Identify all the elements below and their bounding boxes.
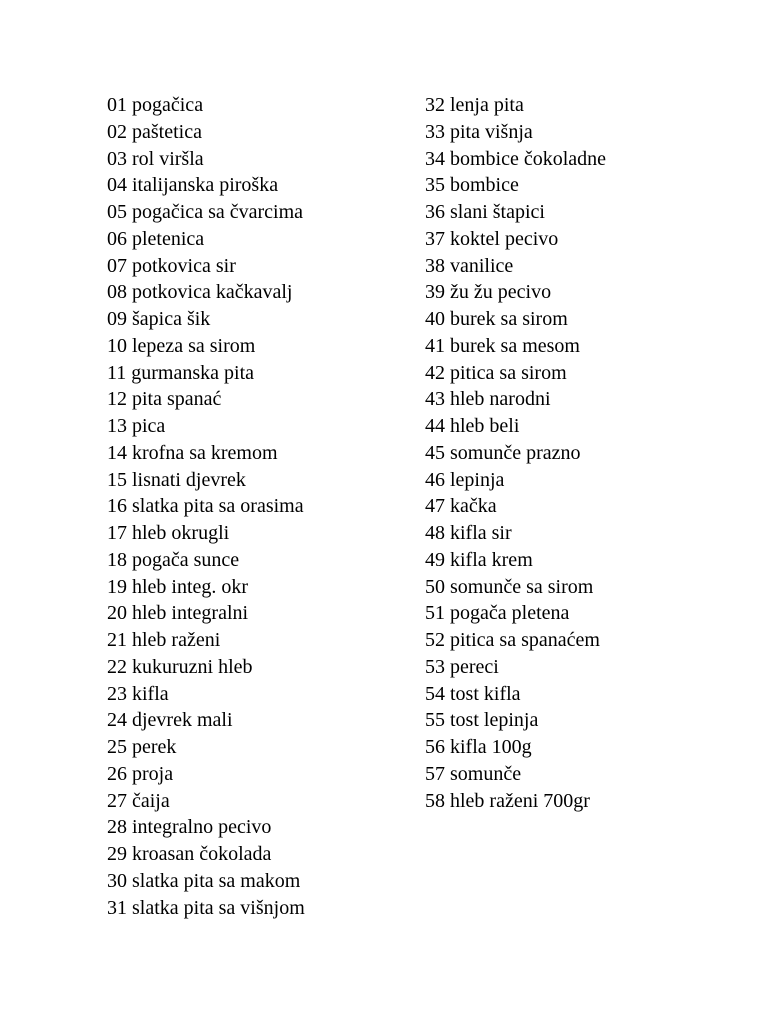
left-column-list	[107, 92, 305, 921]
list-item: 36 slani štapici	[425, 201, 545, 223]
list-item: 48 kifla sir	[425, 522, 512, 544]
list-item: 46 lepinja	[425, 468, 505, 491]
list-item: 01 pogačica	[107, 94, 204, 116]
list-item: 44 hleb beli	[425, 415, 520, 437]
list-item: 37 koktel pecivo	[425, 227, 559, 250]
list-item: 06 pletenica	[107, 227, 205, 250]
list-item: 27 čaija	[107, 789, 170, 812]
list-item: 45 somunče prazno	[425, 441, 581, 464]
list-item: 38 vanilice	[425, 254, 514, 277]
list-item: 02 paštetica	[107, 120, 202, 143]
list-item: 14 krofna sa kremom	[107, 441, 278, 464]
list-item: 03 rol viršla	[107, 147, 204, 170]
list-item: 05 pogačica sa čvarcima	[107, 201, 304, 223]
list-item: 19 hleb integ. okr	[107, 575, 249, 598]
list-item: 16 slatka pita sa orasima	[107, 495, 304, 518]
list-item: 32 lenja pita	[425, 94, 524, 116]
list-item: 21 hleb raženi	[107, 629, 221, 651]
list-item: 51 pogača pletena	[425, 602, 570, 625]
list-item: 09 šapica šik	[107, 308, 211, 330]
list-item: 04 italijanska piroška	[107, 174, 279, 197]
list-item: 31 slatka pita sa višnjom	[107, 896, 305, 919]
list-item: 54 tost kifla	[425, 682, 521, 705]
list-item: 23 kifla	[107, 682, 169, 705]
list-item: 11 gurmanska pita	[107, 361, 255, 384]
list-item: 47 kačka	[425, 495, 497, 518]
list-item: 39 žu žu pecivo	[425, 281, 552, 304]
list-item: 24 djevrek mali	[107, 709, 233, 732]
list-item: 08 potkovica kačkavalj	[107, 281, 293, 304]
list-item: 40 burek sa sirom	[425, 308, 568, 330]
list-item: 10 lepeza sa sirom	[107, 334, 256, 357]
list-item: 22 kukuruzni hleb	[107, 655, 253, 678]
list-item: 18 pogača sunce	[107, 548, 240, 571]
list-item: 28 integralno pecivo	[107, 816, 272, 839]
list-item: 35 bombice	[425, 174, 519, 197]
list-item: 41 burek sa mesom	[425, 334, 580, 357]
list-item: 43 hleb narodni	[425, 388, 551, 411]
list-item: 49 kifla krem	[425, 548, 533, 571]
list-item: 33 pita višnja	[425, 120, 533, 143]
list-item: 55 tost lepinja	[425, 709, 539, 732]
list-item: 42 pitica sa sirom	[425, 361, 567, 384]
list-item: 26 proja	[107, 762, 174, 785]
list-item: 12 pita spanać	[107, 388, 222, 411]
list-item: 56 kifla 100g	[425, 736, 532, 758]
list-item: 34 bombice čokoladne	[425, 147, 607, 170]
list-item: 58 hleb raženi 700gr	[425, 789, 590, 812]
list-item: 52 pitica sa spanaćem	[425, 629, 600, 651]
list-item: 57 somunče	[425, 762, 522, 785]
list-item: 20 hleb integralni	[107, 602, 249, 625]
right-column-list	[425, 92, 606, 814]
list-item: 25 perek	[107, 736, 177, 758]
list-item: 30 slatka pita sa makom	[107, 869, 301, 892]
list-item: 17 hleb okrugli	[107, 522, 230, 544]
list-item: 15 lisnati djevrek	[107, 468, 246, 491]
list-item: 13 pica	[107, 415, 166, 437]
list-item: 07 potkovica sir	[107, 254, 236, 277]
list-item: 50 somunče sa sirom	[425, 575, 594, 598]
list-item: 53 pereci	[425, 655, 499, 678]
list-item: 29 kroasan čokolada	[107, 843, 272, 865]
